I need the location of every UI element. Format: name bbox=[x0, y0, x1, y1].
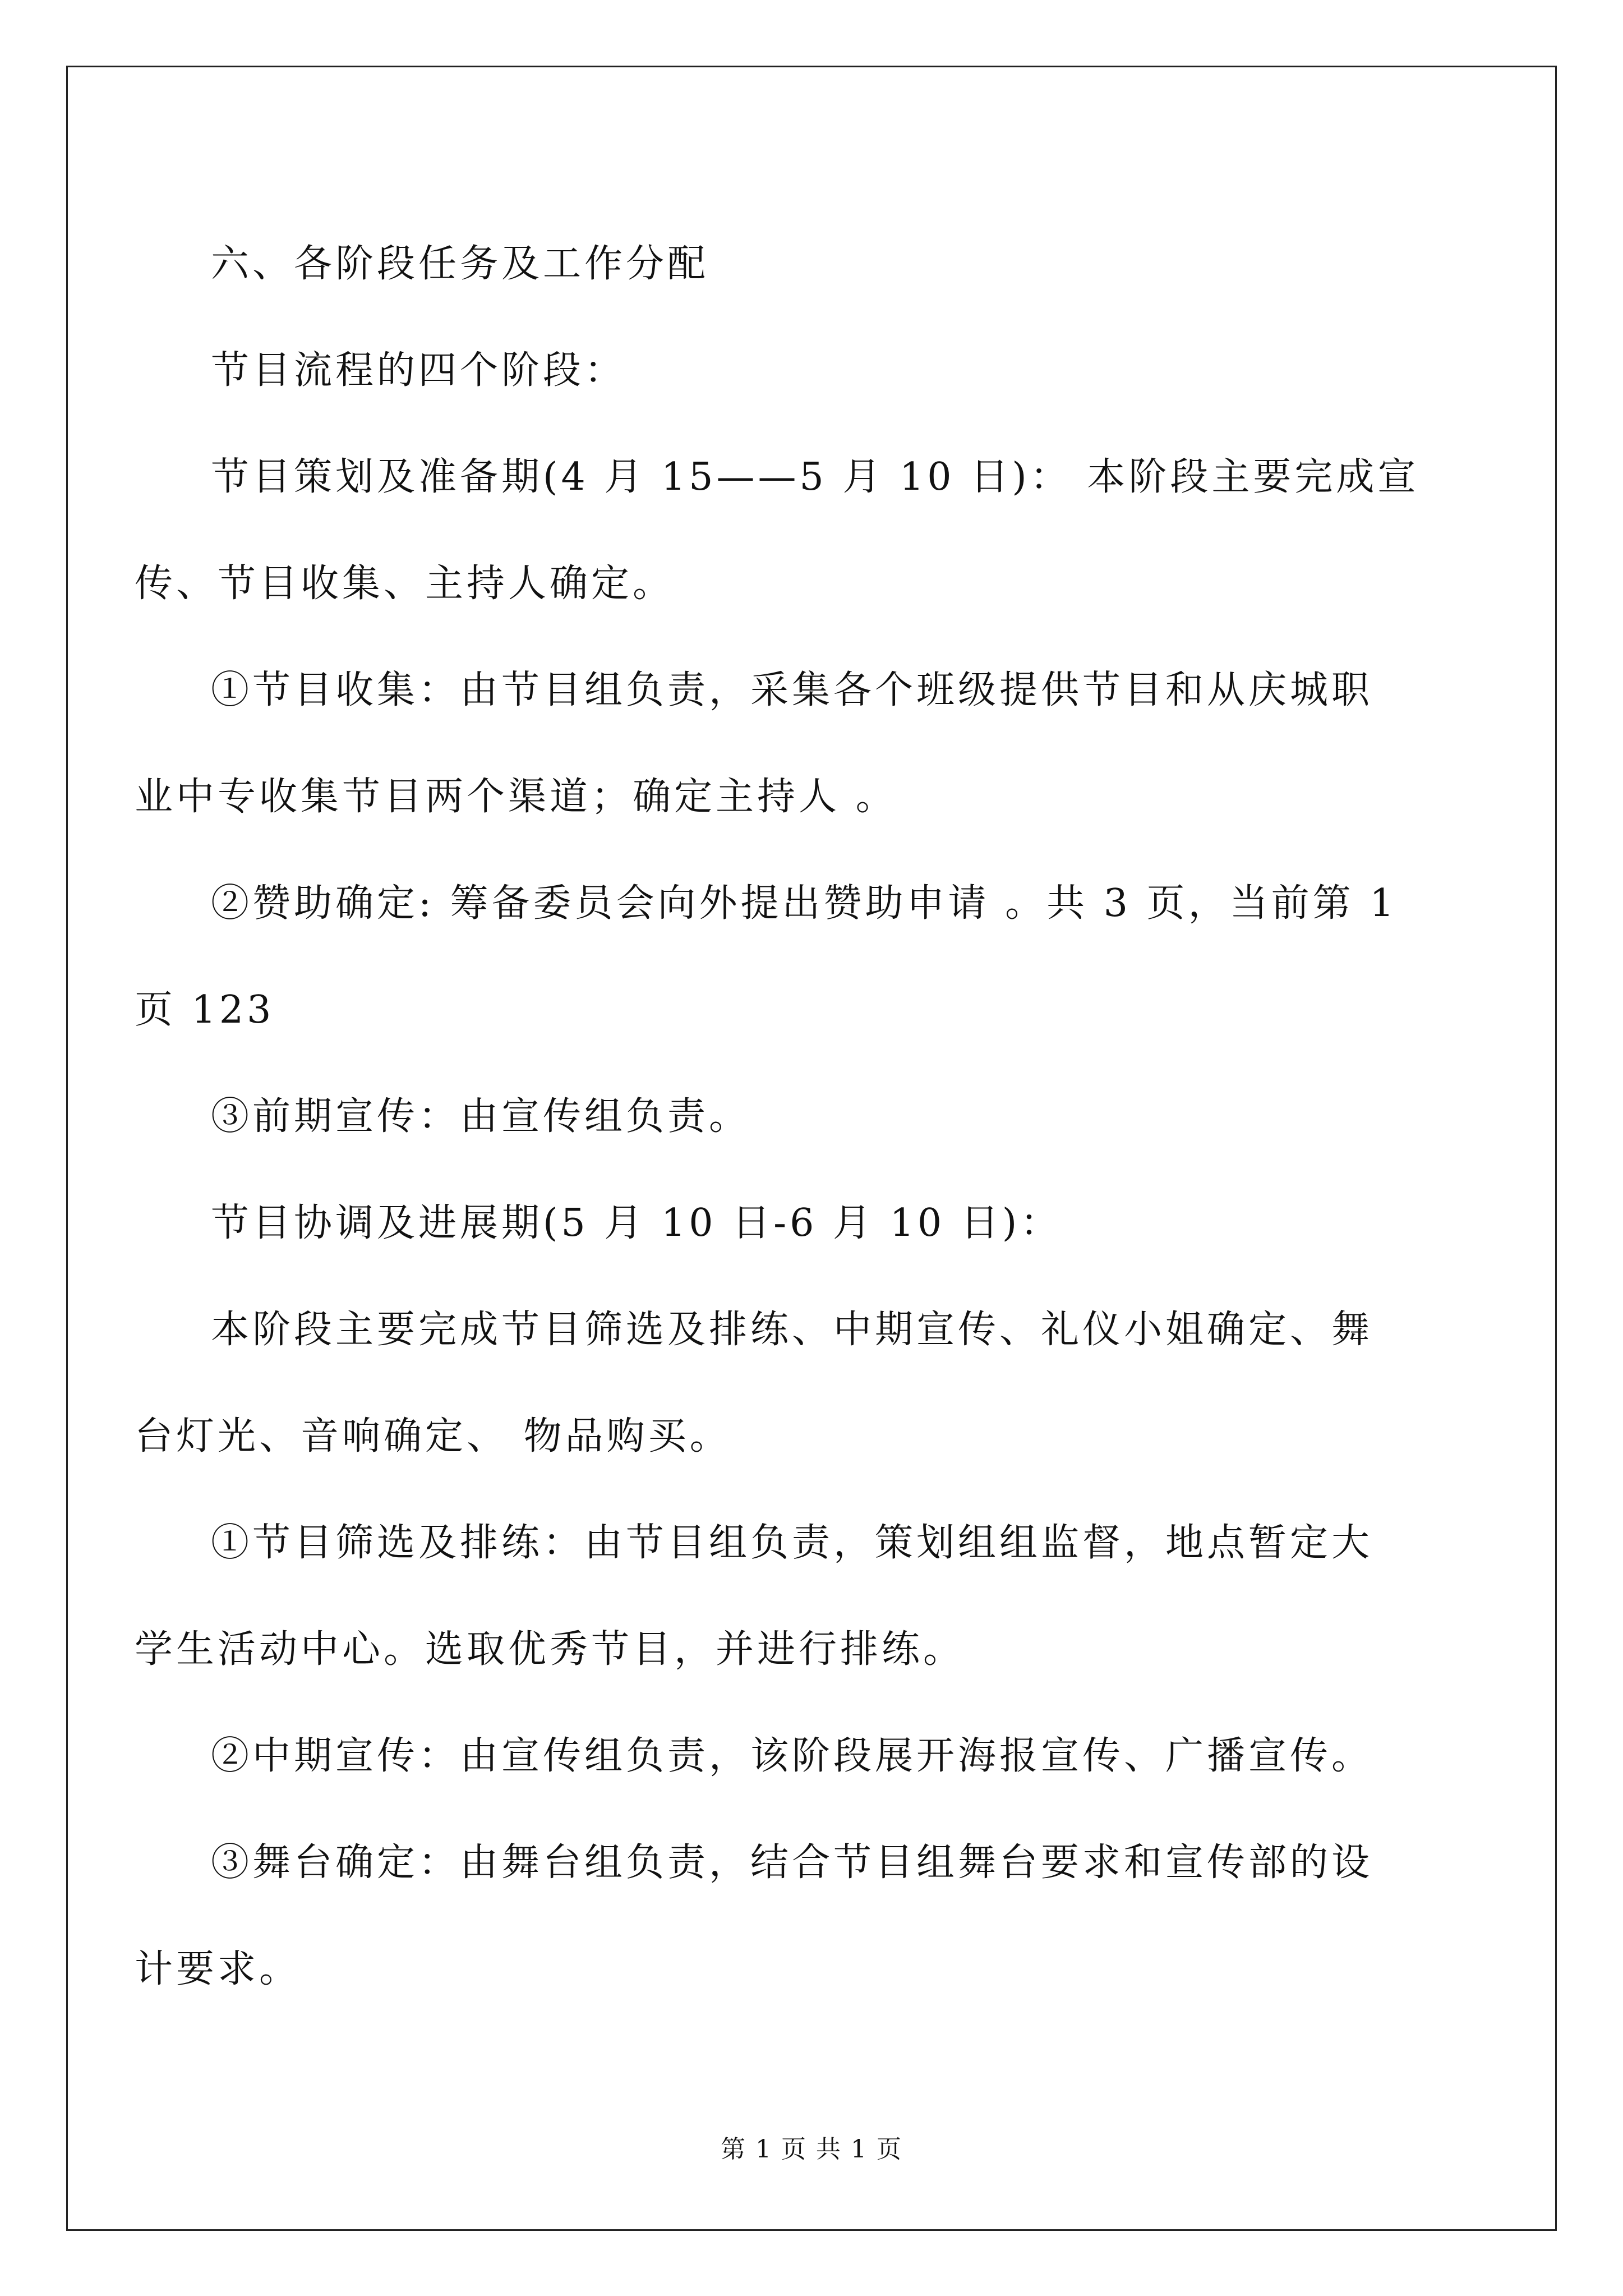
paragraph-line: 节目策划及准备期(4 月 15——5 月 10 日)： 本阶段主要完成宣 bbox=[211, 455, 1419, 499]
paragraph-line: 业中专收集节目两个渠道；确定主持人 。 bbox=[135, 775, 897, 819]
paragraph bbox=[135, 637, 1432, 850]
paragraph-line: 本阶段主要完成节目筛选及排练、中期宣传、礼仪小姐确定、舞 bbox=[211, 1308, 1373, 1352]
paragraph-line: ①节目筛选及排练：由节目组负责，策划组组监督，地点暂定大 bbox=[211, 1521, 1373, 1565]
paragraph bbox=[135, 1064, 1432, 1170]
paragraph bbox=[135, 1703, 1432, 1810]
paragraph bbox=[135, 424, 1432, 637]
paragraph-line: ③前期宣传：由宣传组负责。 bbox=[211, 1094, 751, 1139]
paragraph bbox=[135, 1277, 1432, 1490]
paragraph-line: 传、节目收集、主持人确定。 bbox=[135, 562, 675, 606]
paragraph-line: 节目协调及进展期(5 月 10 日-6 月 10 日)： bbox=[211, 1201, 1062, 1245]
paragraph bbox=[135, 850, 1432, 1064]
paragraph-line: 计要求。 bbox=[135, 1947, 301, 1991]
paragraph-line: 节目流程的四个阶段： bbox=[211, 348, 626, 393]
paragraph bbox=[135, 1810, 1432, 2023]
paragraph-line: ②中期宣传：由宣传组负责，该阶段展开海报宣传、广播宣传。 bbox=[211, 1734, 1373, 1778]
paragraph-line: ②赞助确定: 筹备委员会向外提出赞助申请 。共 3 页，当前第 1 bbox=[211, 881, 1398, 926]
paragraph bbox=[135, 1490, 1432, 1703]
paragraph bbox=[135, 211, 1432, 318]
page-footer: 第 1 页 共 1 页 bbox=[721, 2135, 902, 2164]
paragraph-line: ①节目收集：由节目组负责，采集各个班级提供节目和从庆城职 bbox=[211, 668, 1373, 712]
paragraph bbox=[135, 1170, 1432, 1277]
paragraph-line: 台灯光、音响确定、 物品购买。 bbox=[135, 1414, 731, 1458]
paragraph-line: ③舞台确定：由舞台组负责，结合节目组舞台要求和宣传部的设 bbox=[211, 1841, 1373, 1885]
paragraph bbox=[135, 318, 1432, 424]
paragraph-line: 页 123 bbox=[135, 988, 275, 1032]
paragraph-line: 六、各阶段任务及工作分配 bbox=[211, 242, 709, 286]
paragraph-line: 学生活动中心。选取优秀节目，并进行排练。 bbox=[135, 1627, 965, 1672]
